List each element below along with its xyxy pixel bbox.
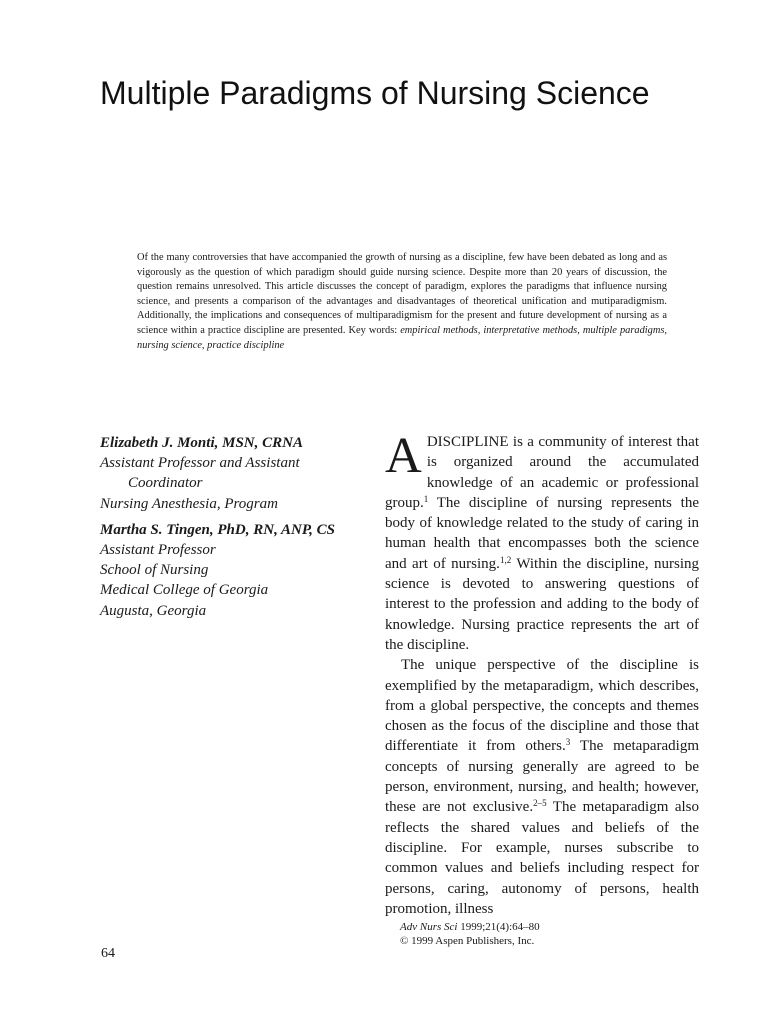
author-affiliation-line: Assistant Professor — [100, 542, 216, 559]
citation-line — [400, 920, 700, 934]
reference-superscript: 2–5 — [533, 798, 547, 809]
author-name: Martha S. Tingen, PhD, RN, ANP, CS — [100, 521, 335, 538]
body-text: DISCIPLINE is a community of interest that is organized around the accumulated knowledge of an academic or professional group. — [385, 434, 699, 511]
author-name: Elizabeth J. Monti, MSN, CRNA — [100, 435, 303, 451]
reference-superscript: 1,2 — [499, 554, 512, 565]
author-2 — [100, 520, 390, 621]
author-1 — [100, 433, 390, 514]
author-affiliation-line: School of Nursing — [100, 562, 209, 579]
journal-name: Adv Nurs Sci — [400, 921, 458, 933]
journal-citation — [400, 920, 700, 948]
body-text: The discipline of nursing represents the body of knowledge related to the study of caring in human health that encompasses both the science and art of nursing. — [385, 494, 699, 572]
author-affiliations — [100, 433, 390, 627]
drop-cap: A — [385, 428, 422, 484]
article-title: Multiple Paradigms of Nursing Science — [100, 75, 650, 111]
abstract-text: Of the many controversies that have accompanied the growth of nursing as a discipline, few have been debated as long and as vigorously as the question of which paradigm should guide nursing science. Despite more than 20 years of discussion, the question remains unresolved. This article discusses the concept of paradigm, explores the paradigms that influence nursing science, and presents a comparison of the advantages and disadvantages of theoretical unification and mutiparadigmism. Additionally, the implications and consequences of multiparadigmism for the present and future development of nursing as a science within a practice discipline are presented. Key words: — [137, 252, 667, 336]
body-paragraph — [385, 428, 699, 655]
body-text: Within the discipline, nursing science is devoted to answering questions of interest to the profession and adding to the body of knowledge. Nursing practice represents the art of the discipline. — [385, 555, 699, 653]
author-affiliation-line: Nursing Anesthesia, Program — [100, 495, 278, 512]
author-affiliation-line: Assistant Professor and Assistant — [100, 455, 300, 472]
reference-superscript: 3 — [565, 737, 571, 748]
reference-superscript: 1 — [423, 493, 429, 504]
abstract — [137, 251, 667, 353]
body-text: The unique perspective of the discipline is exemplified by the metaparadigm, which describes, from a global perspective, the concepts and themes chosen as the focus of the discipline and those that differentiate it from others. — [385, 657, 699, 755]
author-affiliation-line: Medical College of Georgia — [100, 582, 269, 599]
author-affiliation-line: Coordinator — [128, 475, 203, 492]
abstract-keywords: empirical methods, interpretative methods, multiple paradigms, nursing science, practice discipline — [137, 324, 668, 351]
body-text: The metaparadigm concepts of nursing generally are agreed to be person, environment, nursing, and health; however, these are not exclusive. — [385, 738, 699, 816]
body-text: The metaparadigm also reflects the shared values and beliefs of the discipline. For example, nurses subscribe to common values and beliefs including respect for persons, caring, autonomy of persons, health promotion, illness — [385, 799, 699, 917]
body-text-column — [385, 428, 699, 919]
body-paragraph — [385, 655, 699, 919]
page-number: 64 — [101, 946, 115, 961]
copyright-line: © 1999 Aspen Publishers, Inc. — [400, 935, 535, 947]
author-affiliation-line: Augusta, Georgia — [100, 602, 207, 619]
citation-ref: 1999;21(4):64–80 — [457, 921, 540, 933]
